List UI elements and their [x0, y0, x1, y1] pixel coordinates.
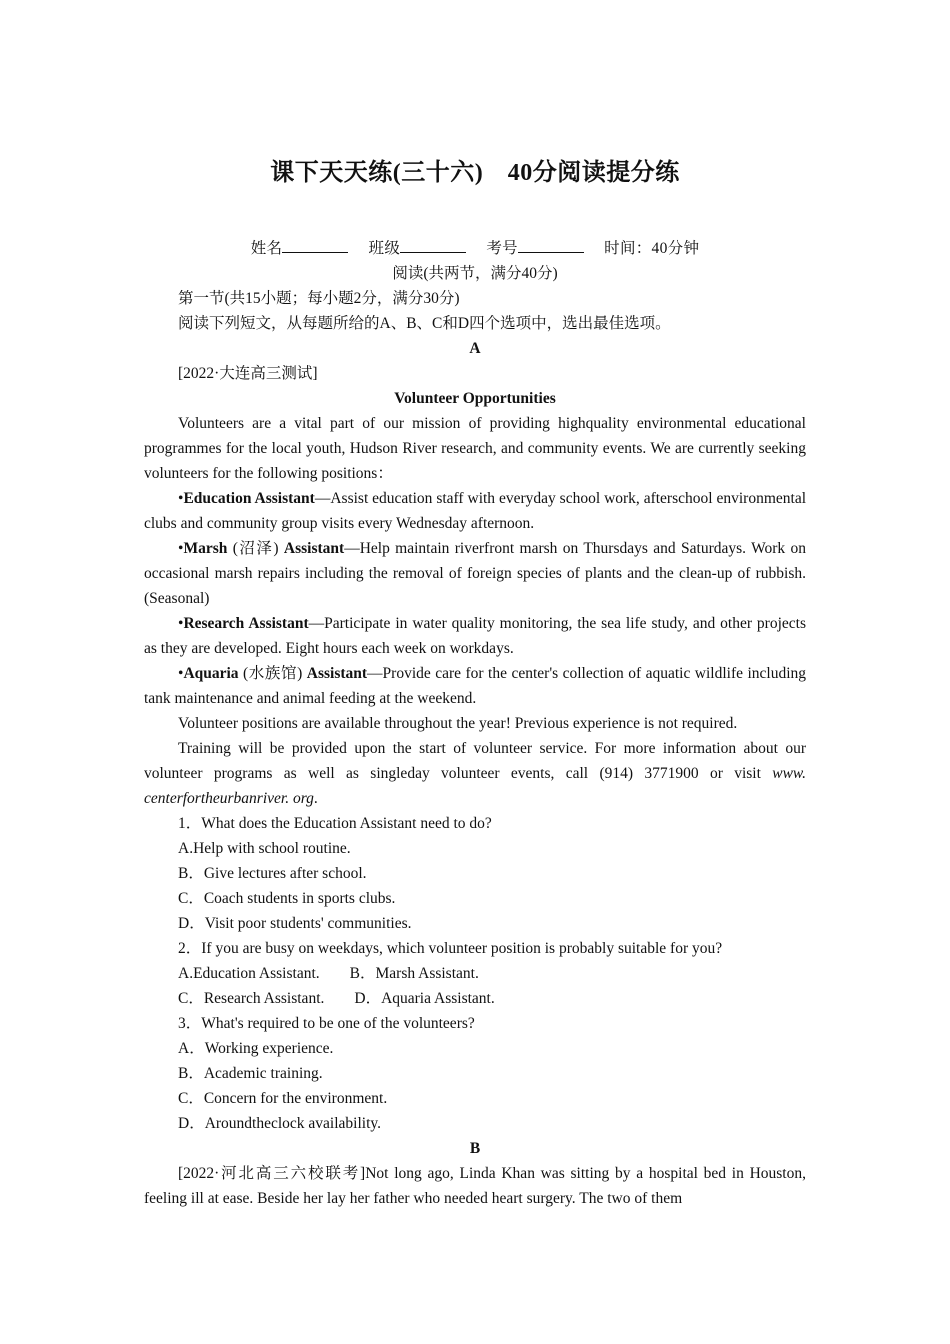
- position-name: Education Assistant: [183, 490, 315, 507]
- availability-paragraph: Volunteer positions are available throughout the year! Previous experience is not required.: [178, 715, 738, 732]
- position-note: (沼泽): [232, 540, 279, 557]
- position-item: [144, 661, 806, 711]
- class-blank[interactable]: [400, 238, 466, 253]
- reading-header: 阅读(共两节，满分40分): [392, 265, 558, 282]
- name-blank[interactable]: [282, 238, 348, 253]
- position-desc: —Provide care for the center's collection of aquatic wildlife including tank maintenance and animal feeding at the weekend.: [144, 665, 807, 707]
- website-link[interactable]: www. centerfortheurbanriver. org: [144, 765, 806, 807]
- question-2-stem: 2．If you are busy on weekdays, which volunteer position is probably suitable for you?: [178, 940, 723, 957]
- position-name: Marsh: [183, 540, 228, 557]
- question-1-stem: 1．What does the Education Assistant need to do?: [178, 815, 492, 832]
- bullet: •: [178, 665, 184, 682]
- question-1-option-d[interactable]: D．Visit poor students' communities.: [178, 915, 412, 932]
- bullet: •: [178, 490, 184, 507]
- exam-no-blank[interactable]: [518, 238, 584, 253]
- question-1-option-a[interactable]: A.Help with school routine.: [178, 840, 351, 857]
- position-desc: —Help maintain riverfront marsh on Thursdays and Saturdays. Work on occasional marsh repairs including the removal of foreign species of plants and the clean-up of rubbish. (Seasonal): [144, 540, 807, 607]
- bullet: •: [178, 615, 184, 632]
- position-desc: —Participate in water quality monitoring, the sea life study, and other projects as they are developed. Eight hours each week on workdays.: [144, 615, 806, 657]
- position-item: [144, 536, 806, 611]
- class-label: 班级: [368, 240, 401, 257]
- training-paragraph: [144, 736, 806, 811]
- question-3-option-a[interactable]: A．Working experience.: [178, 1040, 334, 1057]
- position-desc: —Assist education staff with everyday school work, afterschool environmental clubs and community group visits every Wednesday afternoon.: [144, 490, 807, 532]
- passage-a-source: [2022·大连高三测试]: [178, 365, 318, 382]
- passage-b-source: [2022·河北高三六校联考]: [178, 1165, 366, 1182]
- question-3-option-c[interactable]: C．Concern for the environment.: [178, 1090, 388, 1107]
- question-2-option-c[interactable]: C．Research Assistant.: [178, 990, 325, 1007]
- position-item: [144, 611, 806, 661]
- question-3-option-d[interactable]: D．Aroundtheclock availability.: [178, 1115, 382, 1132]
- section1-instruction: 阅读下列短文，从每题所给的A、B、C和D四个选项中，选出最佳选项。: [178, 315, 671, 332]
- passage-a-letter: A: [469, 340, 481, 357]
- question-2-options-row-2: [144, 986, 806, 1011]
- training-text: Training will be provided upon the start of volunteer service. For more information about our volunteer programs as well as singleday volunteer events, call (914) 3771900 or visit: [144, 740, 806, 782]
- question-1-option-c[interactable]: C．Coach students in sports clubs.: [178, 890, 396, 907]
- document-body: [144, 236, 806, 1211]
- page-title: 课下天天练(三十六) 40分阅读提分练: [270, 160, 680, 186]
- passage-b-text: Not long ago, Linda Khan was sitting by a hospital bed in Houston, feeling ill at ease. Beside her lay her father who needed heart surgery. The two of them: [144, 1165, 806, 1207]
- passage-a-heading: Volunteer Opportunities: [394, 390, 556, 407]
- position-note: (水族馆): [243, 665, 303, 682]
- bullet: •: [178, 540, 184, 557]
- training-end: .: [313, 790, 318, 807]
- question-3-stem: 3．What's required to be one of the volunteers?: [178, 1015, 475, 1032]
- position-name-2: Assistant: [283, 540, 345, 557]
- passage-b-paragraph: [144, 1161, 806, 1211]
- question-2-option-d[interactable]: D．Aquaria Assistant.: [354, 990, 495, 1007]
- passage-a-intro: Volunteers are a vital part of our mission of providing highquality environmental educational programmes for the local youth, Hudson River research, and community events. We are currently seeking volunteers for the following positions：: [144, 415, 806, 482]
- position-name: Research Assistant: [183, 615, 309, 632]
- question-2-options-row-1: [144, 961, 806, 986]
- time-label: 时间：40分钟: [604, 240, 700, 257]
- question-3-option-b[interactable]: B．Academic training.: [178, 1065, 323, 1082]
- section1-header: 第一节(共15小题；每小题2分，满分30分): [178, 290, 460, 307]
- question-1-option-b[interactable]: B．Give lectures after school.: [178, 865, 367, 882]
- position-item: [144, 486, 806, 536]
- position-name-2: Assistant: [306, 665, 368, 682]
- student-info-line: [144, 236, 806, 261]
- passage-b-letter: B: [469, 1140, 481, 1157]
- question-2-option-a[interactable]: A.Education Assistant.: [178, 965, 320, 982]
- question-2-option-b[interactable]: B．Marsh Assistant.: [349, 965, 479, 982]
- position-name: Aquaria: [183, 665, 239, 682]
- name-label: 姓名: [250, 240, 283, 257]
- exam-no-label: 考号: [486, 240, 518, 257]
